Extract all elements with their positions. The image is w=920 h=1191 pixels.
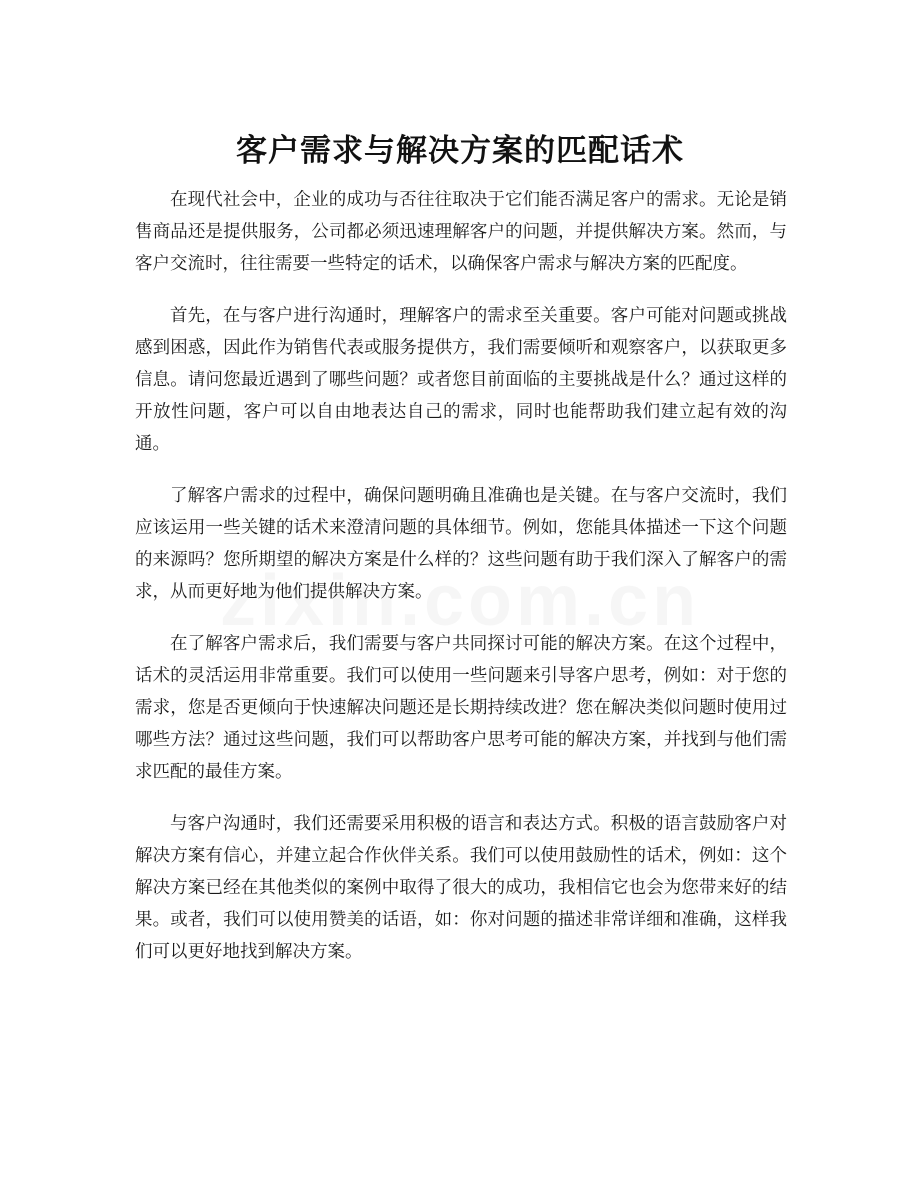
paragraph-1: 在现代社会中，企业的成功与否往往取决于它们能否满足客户的需求。无论是销售商品还是提供服务，公司都必须迅速理解客户的问题，并提供解决方案。然而，与客户交流时，往往需要一些特定的话术，以确保客户需求与解决方案的匹配度。 xyxy=(135,190,787,274)
document-title: 客户需求与解决方案的匹配话术 xyxy=(236,132,684,169)
paragraph-5: 与客户沟通时，我们还需要采用积极的语言和表达方式。积极的语言鼓励客户对解决方案有信心，并建立起合作伙伴关系。我们可以使用鼓励性的话术，例如：这个解决方案已经在其他类似的案例中取得了很大的成功，我相信它也会为您带来好的结果。或者，我们可以使用赞美的话语，如：你对问题的描述非常详细和准确，这样我们可以更好地找到解决方案。 xyxy=(135,814,787,962)
paragraph-3: 了解客户需求的过程中，确保问题明确且准确也是关键。在与客户交流时，我们应该运用一些关键的话术来澄清问题的具体细节。例如，您能具体描述一下这个问题的来源吗？您所期望的解决方案是什么样的？这些问题有助于我们深入了解客户的需求，从而更好地为他们提供解决方案。 xyxy=(135,486,787,602)
paragraph-4: 在了解客户需求后，我们需要与客户共同探讨可能的解决方案。在这个过程中，话术的灵活运用非常重要。我们可以使用一些问题来引导客户思考，例如：对于您的需求，您是否更倾向于快速解决问题还是长期持续改进？您在解决类似问题时使用过哪些方法？通过这些问题，我们可以帮助客户思考可能的解决方案，并找到与他们需求匹配的最佳方案。 xyxy=(135,634,787,782)
document-body xyxy=(135,184,787,988)
paragraph-2: 首先，在与客户进行沟通时，理解客户的需求至关重要。客户可能对问题或挑战感到困惑，因此作为销售代表或服务提供方，我们需要倾听和观察客户，以获取更多信息。请问您最近遇到了哪些问题？或者您目前面临的主要挑战是什么？通过这样的开放性问题，客户可以自由地表达自己的需求，同时也能帮助我们建立起有效的沟通。 xyxy=(135,306,787,454)
